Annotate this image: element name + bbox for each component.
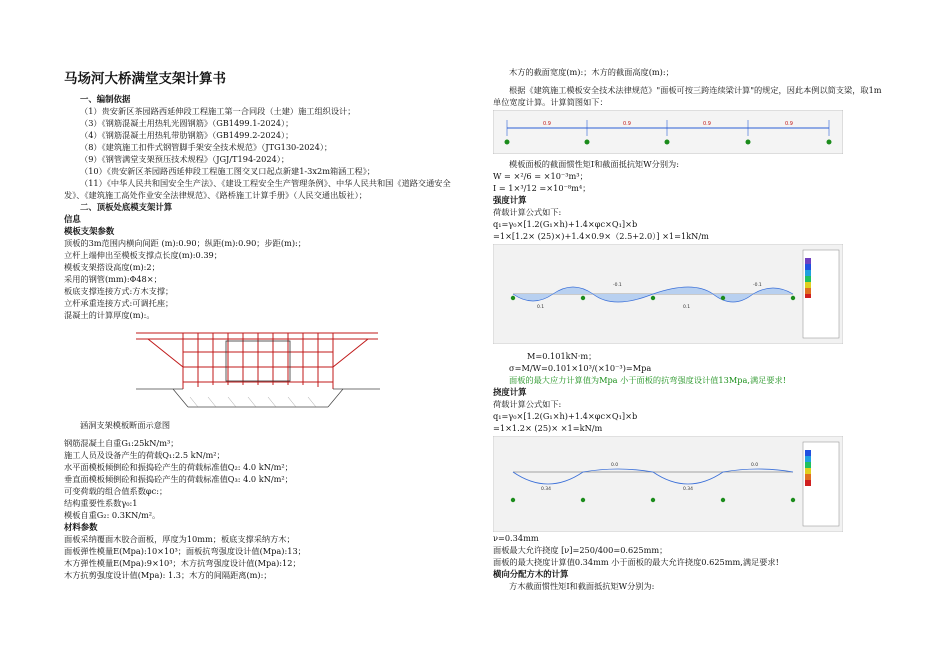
load-line: 结构重要性系数γ₀:1 [64, 498, 138, 508]
material-line: 面板弹性模量E(Mpa):10×10³；面板抗弯强度设计值(Mpa):13； [64, 546, 306, 556]
param-heading: 模板支架参数 [64, 226, 115, 236]
param-line: 顶板的3m范围内横向间距 (m):0.90；纵距(m):0.90；步距(m):； [64, 238, 306, 248]
moment-diagram [493, 244, 843, 344]
beam-span-label: 0.9 [703, 121, 711, 127]
load-line: 模板自重G₂: 0.3KN/m²。 [64, 510, 161, 520]
result-line: M=0.101kN·m； [527, 351, 597, 361]
section-basis-heading: 一、编制依据 [80, 94, 131, 104]
deflection-heading: 挠度计算 [493, 387, 527, 397]
param-line: 混凝土的计算厚度(m):。 [64, 310, 155, 320]
deflection-label: 0.0 [611, 463, 619, 468]
section-2-heading: 二、顶板处底模支架计算 [80, 202, 173, 212]
info-heading: 信息 [64, 214, 81, 224]
beam-span-label: 0.9 [785, 121, 793, 127]
ref-item: （3）《钢筋混凝土用热轧光圆钢筋》（GB1499.1-2024）； [80, 118, 294, 128]
load-line: 可变荷载的组合值系数φc:； [64, 486, 168, 496]
doc-title: 马场河大桥满堂支架计算书 [64, 71, 226, 87]
formula-line: =1×1.2× (25)× ×1=kN/m [493, 423, 603, 433]
conclusion-text: 面板的最大挠度计算值0.34mm 小于面板的最大允许挠度0.625mm,满足要求! [493, 557, 779, 567]
param-line: 立杆上端伸出至模板支撑点长度(m):0.39； [64, 250, 222, 260]
text-line: 面板最大允许挠度 [ν]=250/400=0.625mm； [493, 545, 668, 555]
scaffold-section-figure [128, 327, 388, 417]
param-line: 采用的钢管(mm):Φ48×； [64, 274, 162, 284]
strength-heading: 强度计算 [493, 195, 527, 205]
load-line: 施工人员及设备产生的荷载Q₁:2.5 kN/m²； [64, 450, 225, 460]
deflection-label: 0.34 [683, 487, 694, 492]
param-line: 模板支架搭设高度(m):2； [64, 262, 160, 272]
moment-label: 0.1 [537, 305, 545, 310]
left-column [64, 66, 459, 581]
text-line: 荷载计算公式如下: [493, 207, 562, 217]
deflection-label: 0.0 [751, 463, 759, 468]
moment-label: 0.1 [683, 305, 691, 310]
conclusion-text: 面板的最大应力计算值为Mpa 小于面板的抗弯强度设计值13Mpa,满足要求! [509, 375, 786, 385]
material-line: 木方弹性模量E(Mpa):9×10³；木方抗弯强度设计值(Mpa):12； [64, 558, 301, 568]
formula-line: q₁=γ₀×[1.2(G₁×h)+1.4×φc×Q₁]×b [493, 411, 638, 421]
text-line: 模板面板的截面惯性矩I和截面抵抗矩W分别为: [509, 159, 679, 169]
text-line: 方木截面惯性矩I和截面抵抗矩W分别为: [509, 581, 655, 591]
ref-item: （8）《建筑施工扣件式钢管脚手架安全技术规范》（JTG130-2024）； [80, 142, 333, 152]
moment-label: -0.1 [753, 283, 762, 288]
beam-span-label: 0.9 [543, 121, 551, 127]
result-line: σ=M/W=0.101×10³/(×10⁻³)=Mpa [509, 363, 652, 373]
deflection-label: 0.34 [541, 487, 552, 492]
moment-label: -0.1 [613, 283, 622, 288]
ref-item: （1）贵安新区茶园路西延伸段工程施工第一合同段（土建）施工组织设计； [80, 106, 356, 116]
text-line: 荷载计算公式如下: [493, 399, 562, 409]
ref-item: （4）《钢筋混凝土用热轧带肋钢筋》（GB1499.2-2024）； [80, 130, 294, 140]
load-line: 水平面模板倾倒砼和振捣砼产生的荷载标准值Q₂: 4.0 kN/m²； [64, 462, 293, 472]
param-line: 立杆承重连接方式:可调托座； [64, 298, 174, 308]
deflection-diagram [493, 436, 843, 532]
ref-item: （10）《贵安新区茶园路西延伸段工程施工图交叉口起点新建1-3x2m箱涵工程》； [80, 166, 375, 176]
text-line: 木方的截面宽度(m):；木方的截面高度(m):； [509, 67, 674, 77]
ref-item-11: （11）《中华人民共和国安全生产法》、《建设工程安全生产管理条例》、中华人民共和国《道路交通安全发》、《建筑施工高处作业安全法律规范》、《路桥施工计算手册》（人民交通出版社）； [64, 178, 451, 200]
beam-span-label: 0.9 [623, 121, 631, 127]
ref-item: （9）《钢管满堂支架预压技术规程》（JGJ/T194-2024）； [80, 154, 290, 164]
material-heading: 材料参数 [64, 522, 98, 532]
material-line: 面板采纳覆面木胶合面板，厚度为10mm；板底支撑采纳方木； [64, 534, 295, 544]
right-column [493, 66, 888, 592]
formula-line: =1×[1.2× (25)×)+1.4×0.9×（2.5+2.0）] ×1=1kN/m [493, 231, 709, 241]
distribution-heading: 横向分配方木的计算 [493, 569, 569, 579]
formula-line: W = ×²/6 = ×10⁻³m³； [493, 171, 588, 181]
beam-diagram [493, 110, 843, 154]
material-line: 木方抗剪强度设计值(Mpa): 1.3；木方的间隔距离(m):； [64, 570, 272, 580]
load-line: 钢筋混凝土自重G₁:25kN/m³； [64, 438, 179, 448]
load-line: 垂直面模板倾倒砼和振捣砼产生的荷载标准值Q₃: 4.0 kN/m²； [64, 474, 293, 484]
text-paragraph: 根据《建筑施工模板安全技术法律规范》"面板可按三跨连续梁计算"的规定，因此本例以简支梁，取1m单位宽度计算。计算简图如下： [493, 85, 882, 107]
figure-caption: 涵洞支架模板断面示意图 [80, 420, 171, 430]
result-line: ν=0.34mm [493, 533, 539, 543]
formula-line: I = 1×³/12 =×10⁻⁸m⁴； [493, 183, 591, 193]
param-line: 板底支撑连接方式:方木支撑； [64, 286, 174, 296]
formula-line: q₁=γ₀×[1.2(G₁×h)+1.4×φc×Q₁]×b [493, 219, 638, 229]
